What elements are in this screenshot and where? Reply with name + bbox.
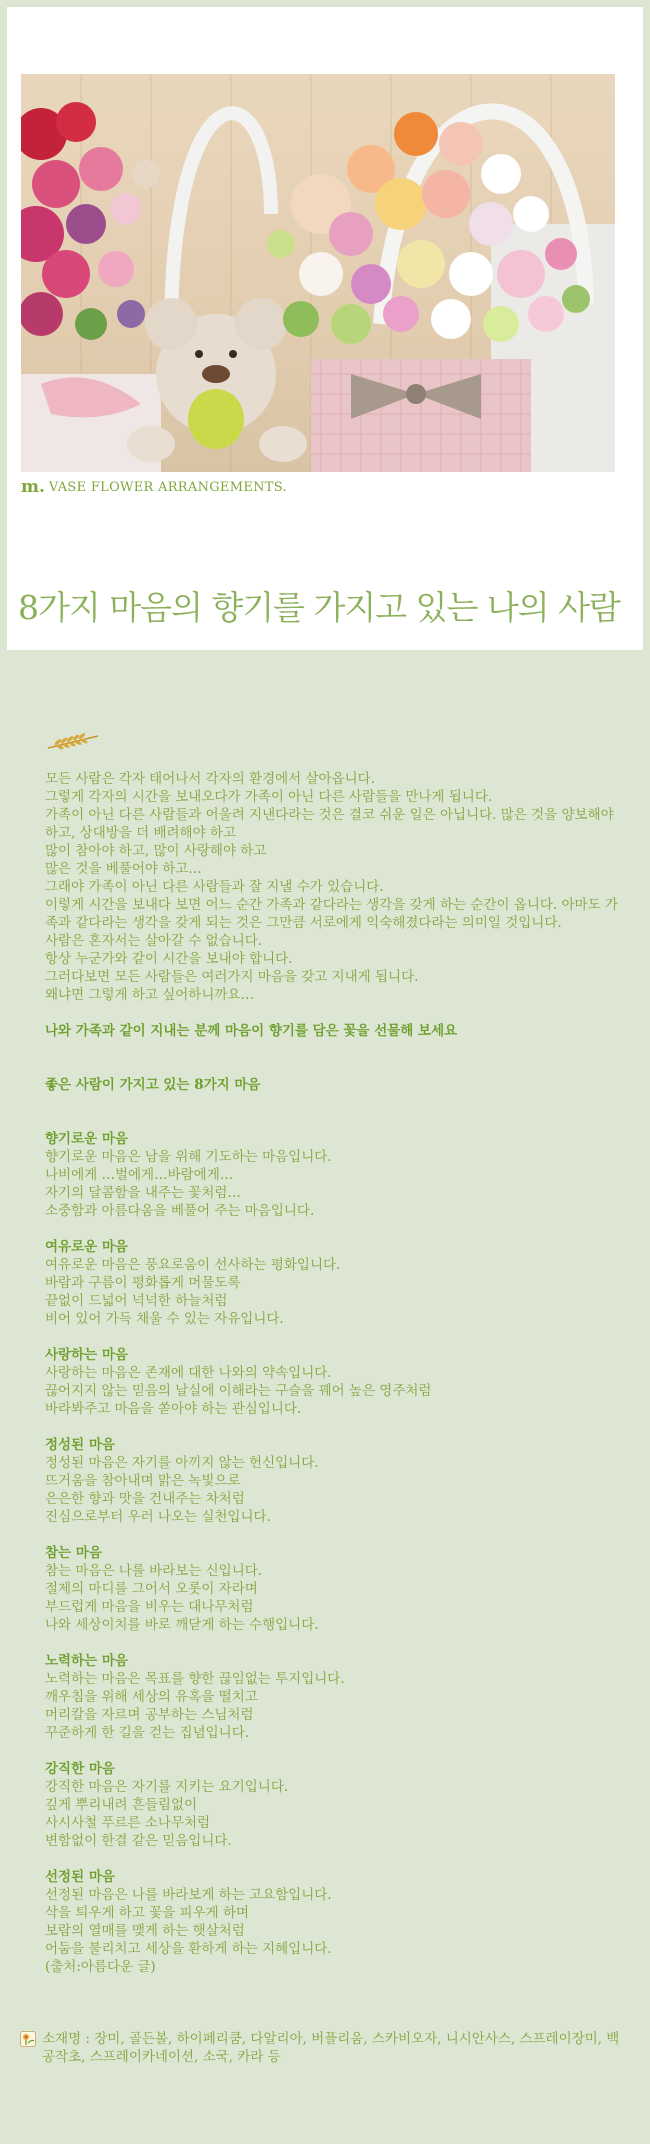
- wheat-ornament-icon: [46, 730, 100, 752]
- heart-line: 어둠을 불리치고 세상을 환하게 하는 지혜입니다.: [45, 1941, 332, 1957]
- heart-title: 노력하는 마음: [45, 1653, 128, 1669]
- heart-title: 향기로운 마음: [45, 1131, 128, 1147]
- heart-line: 삭을 틔우게 하고 꽃을 피우게 하며: [45, 1905, 250, 1921]
- intro-block: [45, 770, 620, 1004]
- heart-line: 선정된 마음은 나를 바라보게 하는 고요함입니다.: [45, 1887, 332, 1903]
- heart-section: [45, 1346, 620, 1418]
- heart-section: [45, 1130, 620, 1220]
- heart-section: [45, 1760, 620, 1850]
- heart-line: 여유로운 마음은 풍요로움이 선사하는 평화입니다.: [45, 1257, 341, 1273]
- brand-mark: m.: [21, 477, 45, 497]
- heart-line: 바람과 구름이 평화롭게 머물도록: [45, 1275, 241, 1291]
- intro-line: 그러다보면 모든 사람들은 여러가지 마음을 갖고 지내게 됩니다.: [45, 969, 419, 985]
- heart-title: 강직한 마음: [45, 1761, 115, 1777]
- heart-line: 정성된 마음은 자기를 아끼지 않는 헌신입니다.: [45, 1455, 319, 1471]
- heart-title: 정성된 마음: [45, 1437, 115, 1453]
- heart-line: 보람의 열매를 맺게 하는 햇살처럼: [45, 1923, 245, 1939]
- heart-title: 여유로운 마음: [45, 1239, 128, 1255]
- heart-section: [45, 1652, 620, 1742]
- heart-title: 사랑하는 마음: [45, 1347, 128, 1363]
- intro-line: 왜냐면 그렇게 하고 싶어하니까요…: [45, 987, 254, 1003]
- brand-logo: [21, 478, 287, 496]
- heart-line: 자기의 달콤함을 내주는 꽃처럼…: [45, 1185, 241, 1201]
- intro-line: 그래야 가족이 아닌 다른 사람들과 잘 지낼 수가 있습니다.: [45, 879, 384, 895]
- heart-section: [45, 1544, 620, 1634]
- brand-text: VASE FLOWER ARRANGEMENTS.: [48, 479, 287, 495]
- heart-section: [45, 1868, 620, 1976]
- heart-line: 사시사철 푸르른 소나무처럼: [45, 1815, 211, 1831]
- heart-line: 변함없이 한결 같은 믿음입니다.: [45, 1833, 232, 1849]
- intro-line: 그렇게 각자의 시간을 보내오다가 가족이 아닌 다른 사람들을 만나게 됩니다.: [45, 789, 493, 805]
- heart-section: [45, 1436, 620, 1526]
- page-title: 8가지 마음의 향기를 가지고 있는 나의 사람: [18, 588, 620, 627]
- intro-line: 사람은 혼자서는 살아갈 수 없습니다.: [45, 933, 263, 949]
- intro-line: 많은 것을 베풀어야 하고…: [45, 861, 202, 877]
- heart-line: 깊게 뿌리내려 흔들림없이: [45, 1797, 198, 1813]
- heart-line: 소중함과 아름다움을 베풀어 주는 마음입니다.: [45, 1203, 315, 1219]
- heart-line: 향기로운 마음은 남을 위해 기도하는 마음입니다.: [45, 1149, 332, 1165]
- heart-line: 사랑하는 마음은 존재에 대한 나와의 약속입니다.: [45, 1365, 332, 1381]
- heart-line: 절제의 마디를 그어서 오롯이 자라며: [45, 1581, 258, 1597]
- intro-line: 이렇게 시간을 보내다 보면 어느 순간 가족과 같다라는 생각을 갖게 하는 순간이 옵니다. 아마도 가족과 같다라는 생각을 갖게 되는 것은 그만큼 서로에게 익숙해졌다라는 의미일 것입니다.: [45, 897, 618, 931]
- heart-line: 부드럽게 마음을 비우는 대나무처럼: [45, 1599, 254, 1615]
- intro-line: 가족이 아닌 다른 사람들과 어울려 지낸다라는 것은 결코 쉬운 일은 아닙니다. 많은 것을 양보해야 하고, 상대방을 더 배려해야 하고: [45, 807, 614, 841]
- heart-line: 바라봐주고 마음을 쏟아야 하는 관심입니다.: [45, 1401, 302, 1417]
- intro-line: 모든 사람은 각자 태어나서 각자의 환경에서 살아옵니다.: [45, 771, 375, 787]
- gift-cta: 나와 가족과 같이 지내는 분께 마음이 향기를 담은 꽃을 선물해 보세요: [45, 1023, 458, 1039]
- heart-line: 끊어지지 않는 믿음의 날실에 이해라는 구슬을 꿰어 높은 영주처럼: [45, 1383, 432, 1399]
- heart-line: 뜨거움을 참아내며 맑은 녹빛으로: [45, 1473, 241, 1489]
- heart-line: 깨우침을 위해 세상의 유혹을 떨치고: [45, 1689, 258, 1705]
- heart-line: 강직한 마음은 자기를 지키는 요기입니다.: [45, 1779, 289, 1795]
- materials-text: 소재명 : 장미, 골든볼, 하이페리쿰, 다알리아, 버플리움, 스카비오자, 니시안사스, 스프레이장미, 백공작초, 스프레이카네이션, 소국, 카라 등: [42, 2031, 620, 2065]
- heart-line: 나와 세상이치를 바로 깨닫게 하는 수행입니다.: [45, 1617, 319, 1633]
- source-credit: (출처:아름다운 글): [45, 1959, 156, 1975]
- heart-line: 머리칼을 자르며 공부하는 스님처럼: [45, 1707, 254, 1723]
- heart-line: 끝없이 드넓어 넉넉한 하늘처럼: [45, 1293, 228, 1309]
- heart-line: 은은한 향과 맛을 건내주는 차처럼: [45, 1491, 245, 1507]
- heart-title: 참는 마음: [45, 1545, 102, 1561]
- heart-line: 나비에게 …벌에게…바람에게…: [45, 1167, 234, 1183]
- heart-line: 참는 마음은 나를 바라보는 신입니다.: [45, 1563, 263, 1579]
- list-heading: 좋은 사람이 가지고 있는 8가지 마음: [45, 1077, 261, 1093]
- materials-note: [20, 2030, 630, 2066]
- heart-line: 비어 있어 가득 채울 수 있는 자유입니다.: [45, 1311, 284, 1327]
- heart-line: 진심으로부터 우러 나오는 실천입니다.: [45, 1509, 271, 1525]
- flower-arrangement-photo: [21, 74, 615, 472]
- intro-line: 많이 참아야 하고, 많이 사랑해야 하고: [45, 843, 267, 859]
- heart-section: [45, 1238, 620, 1328]
- flower-bullet-icon: [20, 2031, 36, 2047]
- intro-line: 항상 누군가와 같이 시간을 보내야 합니다.: [45, 951, 293, 967]
- heart-title: 선정된 마음: [45, 1869, 115, 1885]
- heart-line: 꾸준하게 한 길을 걷는 집념입니다.: [45, 1725, 250, 1741]
- heart-line: 노력하는 마음은 목표를 향한 끊임없는 투지입니다.: [45, 1671, 345, 1687]
- article-body: [45, 770, 620, 1976]
